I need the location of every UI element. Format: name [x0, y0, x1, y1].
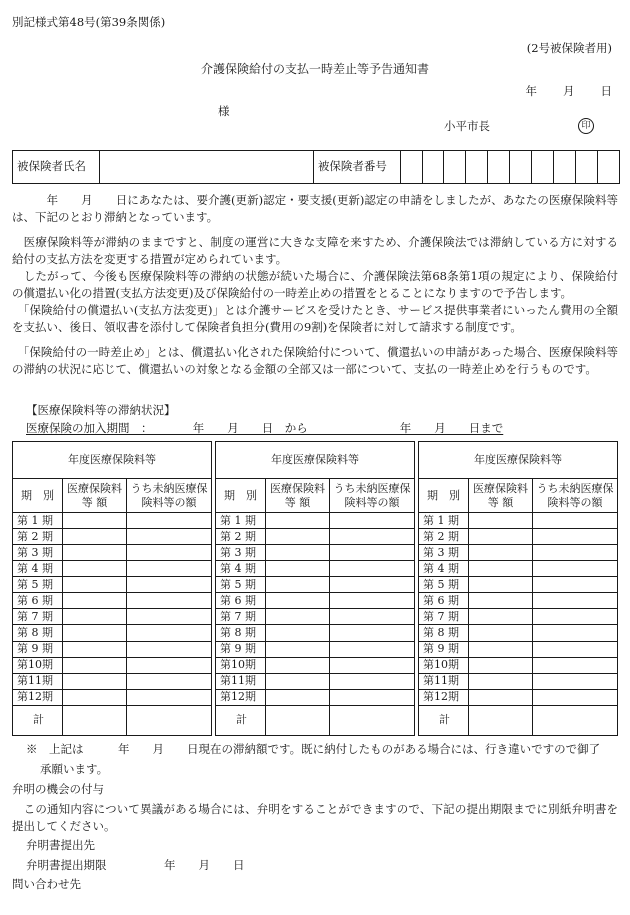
premium-amount-cell[interactable] [469, 577, 533, 593]
period-label: 第 9 期 [419, 641, 469, 657]
period-label: 第 2 期 [419, 529, 469, 545]
unpaid-amount-cell[interactable] [330, 625, 415, 641]
insured-number-digit[interactable] [576, 151, 598, 184]
premium-amount-cell[interactable] [63, 657, 127, 673]
unpaid-amount-cell[interactable] [127, 609, 212, 625]
premium-amount-cell[interactable] [266, 561, 330, 577]
seal-mark: 印 [578, 118, 594, 134]
coverage-period-line: 医療保険の加入期間 ： 年 月 日 から 年 月 日まで [26, 421, 504, 435]
period-label: 第 9 期 [216, 641, 266, 657]
period-label: 第 2 期 [216, 529, 266, 545]
col-unpaid-header: うち未納医療保険料等の額 [127, 479, 212, 513]
unpaid-total-cell[interactable] [533, 705, 618, 735]
period-label: 第 6 期 [13, 593, 63, 609]
unpaid-amount-cell[interactable] [127, 673, 212, 689]
paragraph-arrears-impact: 医療保険料等が滞納のままですと、制度の運営に大きな支障を来すため、介護保険法では滞納している方に対する給付の支払方法を変更する措置が定められています。 [12, 235, 618, 267]
premium-amount-cell[interactable] [63, 577, 127, 593]
unpaid-amount-cell[interactable] [127, 529, 212, 545]
premium-amount-cell[interactable] [266, 689, 330, 705]
unpaid-amount-cell[interactable] [127, 545, 212, 561]
total-row [13, 705, 212, 735]
col-premium-header: 医療保険料 等 額 [266, 479, 330, 513]
premium-amount-cell[interactable] [63, 689, 127, 705]
table-row [419, 689, 618, 705]
insured-number-digit[interactable] [598, 151, 620, 184]
table-row [13, 529, 212, 545]
table-row [419, 593, 618, 609]
unpaid-total-cell[interactable] [330, 705, 415, 735]
table-row [13, 641, 212, 657]
premium-amount-cell[interactable] [63, 641, 127, 657]
period-label: 第 9 期 [13, 641, 63, 657]
col-period-header: 期 別 [419, 479, 469, 513]
date-day: 日 [600, 84, 612, 98]
unpaid-amount-cell[interactable] [127, 577, 212, 593]
premium-amount-cell[interactable] [63, 673, 127, 689]
insured-number-digit[interactable] [400, 151, 422, 184]
premium-amount-cell[interactable] [266, 625, 330, 641]
premium-amount-cell[interactable] [266, 657, 330, 673]
premium-amount-cell[interactable] [266, 529, 330, 545]
unpaid-amount-cell[interactable] [533, 513, 618, 529]
table-row [13, 513, 212, 529]
total-label: 計 [216, 705, 266, 735]
insured-number-digit[interactable] [488, 151, 510, 184]
fiscal-year-header: 年度医療保険料等 [216, 442, 415, 479]
premium-amount-cell[interactable] [469, 625, 533, 641]
total-label: 計 [419, 705, 469, 735]
table-row [419, 529, 618, 545]
insured-number-digit[interactable] [422, 151, 444, 184]
period-label: 第 6 期 [419, 593, 469, 609]
contact-label: 問い合わせ先 [12, 877, 81, 891]
unpaid-amount-cell[interactable] [330, 529, 415, 545]
table-row [216, 641, 415, 657]
premium-amount-cell[interactable] [469, 641, 533, 657]
period-label: 第 5 期 [419, 577, 469, 593]
table-row [419, 545, 618, 561]
paragraph-advance-notice: したがって、今後も医療保険料等の滞納の状態が続いた場合に、介護保険法第68条第1項の規定により、保険給付の償還払い化の措置(支払方法変更)及び保険給付の一時差止めの措置をとることになりますので予告します。 [12, 269, 618, 301]
insured-name-label: 被保険者氏名 [13, 151, 100, 184]
table-row [419, 577, 618, 593]
table-row [419, 673, 618, 689]
premium-amount-cell[interactable] [63, 625, 127, 641]
premium-total-cell[interactable] [266, 705, 330, 735]
date-year: 年 [525, 84, 537, 98]
unpaid-amount-cell[interactable] [533, 577, 618, 593]
unpaid-amount-cell[interactable] [330, 641, 415, 657]
premium-amount-cell[interactable] [469, 689, 533, 705]
table-row [216, 593, 415, 609]
col-period-header: 期 別 [13, 479, 63, 513]
unpaid-amount-cell[interactable] [533, 609, 618, 625]
table-row [419, 609, 618, 625]
insured-number-digit[interactable] [532, 151, 554, 184]
period-label: 第 8 期 [216, 625, 266, 641]
premium-amount-cell[interactable] [63, 529, 127, 545]
paragraph-application: 年 月 日にあなたは、要介護(更新)認定・要支援(更新)認定の申請をしましたが、あなたの医療保険料等は、下記のとおり滞納となっています。 [12, 193, 618, 225]
premium-amount-cell[interactable] [63, 513, 127, 529]
unpaid-amount-cell[interactable] [330, 513, 415, 529]
premium-total-cell[interactable] [469, 705, 533, 735]
col-unpaid-header: うち未納医療保険料等の額 [533, 479, 618, 513]
unpaid-amount-cell[interactable] [330, 561, 415, 577]
premium-amount-cell[interactable] [469, 545, 533, 561]
paragraph-suspension-definition: 「保険給付の一時差止め」とは、償還払い化された保険給付について、償還払いの申請があった場合、医療保険料等の滞納の状況に応じて、償還払いの対象となる金額の全部又は一部について、支払の一時差止めを行うものです。 [12, 345, 618, 377]
insured-name-field[interactable] [99, 151, 313, 184]
premium-amount-cell[interactable] [63, 545, 127, 561]
period-label: 第 1 期 [419, 513, 469, 529]
unpaid-amount-cell[interactable] [330, 593, 415, 609]
table-row [13, 593, 212, 609]
date-month: 月 [563, 84, 575, 98]
table-row [13, 561, 212, 577]
document-title: 介護保険給付の支払一時差止等予告通知書 [200, 62, 429, 76]
table-row [13, 577, 212, 593]
insured-number-digit[interactable] [466, 151, 488, 184]
unpaid-amount-cell[interactable] [330, 689, 415, 705]
unpaid-amount-cell[interactable] [330, 609, 415, 625]
submission-deadline: 弁明書提出期限 年 月 日 [26, 858, 245, 872]
unpaid-amount-cell[interactable] [533, 545, 618, 561]
unpaid-amount-cell[interactable] [533, 641, 618, 657]
unpaid-amount-cell[interactable] [127, 657, 212, 673]
period-label: 第 8 期 [419, 625, 469, 641]
table-row [419, 561, 618, 577]
period-label: 第12期 [216, 689, 266, 705]
arrears-as-of-note-continued: 承願います。 [40, 762, 109, 776]
period-label: 第10期 [13, 657, 63, 673]
table-row [419, 625, 618, 641]
premium-amount-cell[interactable] [63, 561, 127, 577]
period-label: 第 3 期 [216, 545, 266, 561]
table-row [13, 689, 212, 705]
total-row [216, 705, 415, 735]
unpaid-amount-cell[interactable] [127, 561, 212, 577]
fiscal-year-header: 年度医療保険料等 [419, 442, 618, 479]
arrears-section-heading: 【医療保険料等の滞納状況】 [26, 403, 176, 417]
premium-amount-cell[interactable] [266, 545, 330, 561]
arrears-tables [12, 441, 618, 736]
col-premium-header: 医療保険料 等 額 [469, 479, 533, 513]
premium-amount-cell[interactable] [63, 593, 127, 609]
period-label: 第 7 期 [419, 609, 469, 625]
premium-amount-cell[interactable] [469, 673, 533, 689]
premium-amount-cell[interactable] [266, 673, 330, 689]
period-label: 第 3 期 [13, 545, 63, 561]
premium-total-cell[interactable] [63, 705, 127, 735]
table-row [13, 673, 212, 689]
table-row [13, 625, 212, 641]
table-row [216, 689, 415, 705]
insured-number-label: 被保険者番号 [313, 151, 400, 184]
fiscal-year-header: 年度医療保険料等 [13, 442, 212, 479]
table-row [216, 545, 415, 561]
period-label: 第 7 期 [216, 609, 266, 625]
unpaid-amount-cell[interactable] [330, 673, 415, 689]
fiscal-year-table [12, 441, 212, 736]
addressee-suffix: 様 [218, 104, 230, 118]
unpaid-amount-cell[interactable] [533, 689, 618, 705]
period-label: 第11期 [216, 673, 266, 689]
col-unpaid-header: うち未納医療保険料等の額 [330, 479, 415, 513]
table-row [13, 609, 212, 625]
period-label: 第 7 期 [13, 609, 63, 625]
premium-amount-cell[interactable] [469, 513, 533, 529]
table-row [13, 657, 212, 673]
table-row [216, 577, 415, 593]
insured-number-digit[interactable] [554, 151, 576, 184]
table-row [13, 545, 212, 561]
premium-amount-cell[interactable] [266, 641, 330, 657]
arrears-as-of-note: ※ 上記は 年 月 日現在の滞納額です。既に納付したものがある場合には、行き違いですので御了 [26, 742, 601, 756]
unpaid-amount-cell[interactable] [533, 529, 618, 545]
submission-destination: 弁明書提出先 [26, 838, 95, 852]
premium-amount-cell[interactable] [266, 577, 330, 593]
period-label: 第 4 期 [216, 561, 266, 577]
premium-amount-cell[interactable] [469, 609, 533, 625]
table-row [216, 609, 415, 625]
period-label: 第10期 [419, 657, 469, 673]
premium-amount-cell[interactable] [469, 529, 533, 545]
unpaid-amount-cell[interactable] [127, 513, 212, 529]
unpaid-amount-cell[interactable] [533, 673, 618, 689]
table-row [216, 625, 415, 641]
unpaid-amount-cell[interactable] [127, 593, 212, 609]
insured-info-table [12, 150, 620, 184]
col-period-header: 期 別 [216, 479, 266, 513]
table-row [216, 673, 415, 689]
table-row [216, 561, 415, 577]
period-label: 第12期 [419, 689, 469, 705]
table-row [216, 529, 415, 545]
period-label: 第11期 [13, 673, 63, 689]
period-label: 第 6 期 [216, 593, 266, 609]
table-row [419, 641, 618, 657]
unpaid-amount-cell[interactable] [533, 593, 618, 609]
premium-amount-cell[interactable] [469, 593, 533, 609]
opportunity-heading: 弁明の機会の付与 [12, 782, 104, 796]
fiscal-year-table [418, 441, 618, 736]
unpaid-amount-cell[interactable] [533, 561, 618, 577]
insured-type-label: (2号被保険者用) [526, 41, 612, 55]
col-premium-header: 医療保険料 等 額 [63, 479, 127, 513]
unpaid-amount-cell[interactable] [330, 545, 415, 561]
unpaid-total-cell[interactable] [127, 705, 212, 735]
premium-amount-cell[interactable] [266, 513, 330, 529]
unpaid-amount-cell[interactable] [127, 689, 212, 705]
insured-number-digit[interactable] [510, 151, 532, 184]
period-label: 第 4 期 [419, 561, 469, 577]
period-label: 第 3 期 [419, 545, 469, 561]
issuer-name: 小平市長 [444, 119, 490, 133]
period-label: 第12期 [13, 689, 63, 705]
premium-amount-cell[interactable] [266, 609, 330, 625]
table-row [419, 513, 618, 529]
fiscal-year-table [215, 441, 415, 736]
period-label: 第 2 期 [13, 529, 63, 545]
paragraph-reimbursement-definition: 「保険給付の償還払い(支払方法変更)」とは介護サービスを受けたとき、サービス提供事業者にいったん費用の全額を支払い、後日、領収書を添付して保険者負担分(費用の9割)を保険者に対して請求する制度です。 [12, 303, 618, 335]
table-row [419, 657, 618, 673]
unpaid-amount-cell[interactable] [533, 657, 618, 673]
total-label: 計 [13, 705, 63, 735]
period-label: 第 8 期 [13, 625, 63, 641]
unpaid-amount-cell[interactable] [533, 625, 618, 641]
premium-amount-cell[interactable] [63, 609, 127, 625]
period-label: 第10期 [216, 657, 266, 673]
period-label: 第 1 期 [216, 513, 266, 529]
period-label: 第 5 期 [216, 577, 266, 593]
issue-date [526, 83, 613, 100]
period-label: 第 4 期 [13, 561, 63, 577]
period-label: 第11期 [419, 673, 469, 689]
unpaid-amount-cell[interactable] [127, 625, 212, 641]
unpaid-amount-cell[interactable] [127, 641, 212, 657]
table-row [216, 657, 415, 673]
premium-amount-cell[interactable] [469, 657, 533, 673]
form-number: 別記様式第48号(第39条関係) [12, 15, 166, 29]
insured-number-digit[interactable] [444, 151, 466, 184]
opportunity-text: この通知内容について異議がある場合には、弁明をすることができますので、下記の提出期限までに別紙弁明書を提出してください。 [12, 802, 618, 834]
period-label: 第 1 期 [13, 513, 63, 529]
premium-amount-cell[interactable] [469, 561, 533, 577]
table-row [216, 513, 415, 529]
premium-amount-cell[interactable] [266, 593, 330, 609]
total-row [419, 705, 618, 735]
period-label: 第 5 期 [13, 577, 63, 593]
unpaid-amount-cell[interactable] [330, 657, 415, 673]
unpaid-amount-cell[interactable] [330, 577, 415, 593]
